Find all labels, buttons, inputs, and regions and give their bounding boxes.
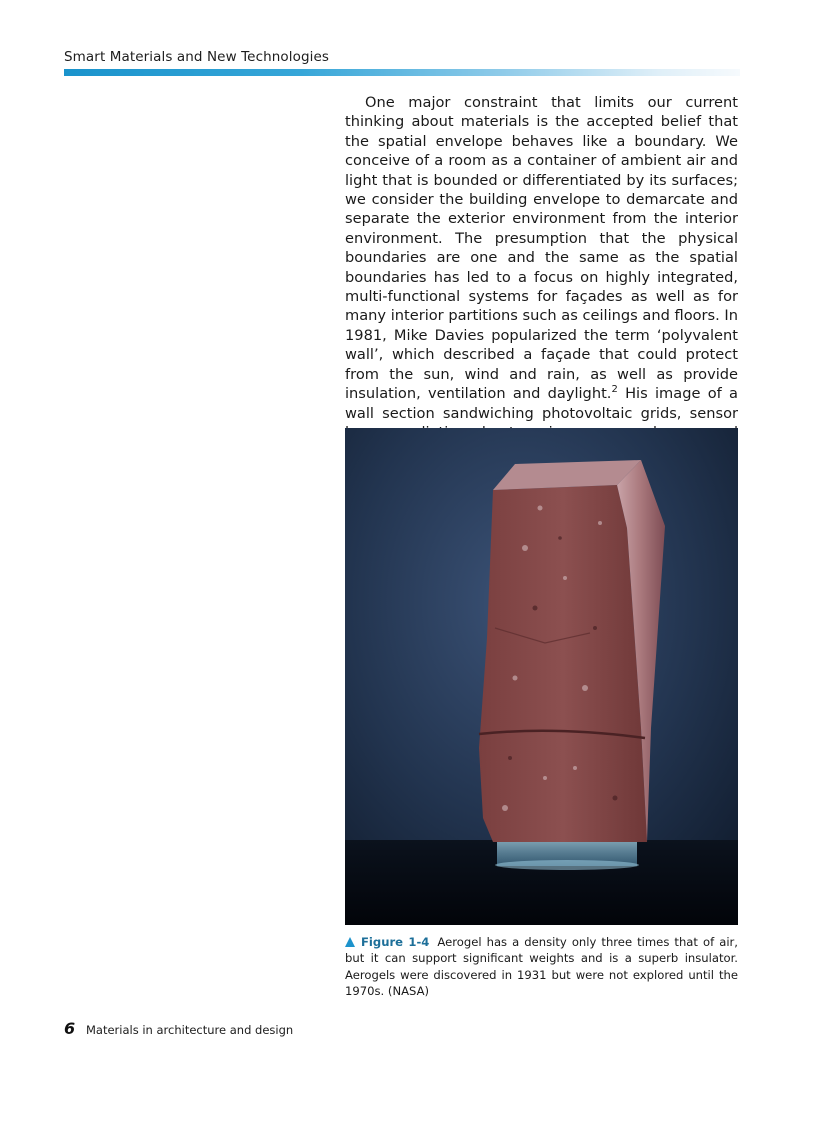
- body-text-part-2: His image of a wall section sandwiching photovoltaic grids, sensor: [345, 385, 738, 422]
- book-title: Materials in architecture and design: [86, 1023, 294, 1037]
- body-text-part-1: One major constraint that limits our current thinking about materials is the accepted belief that the spatial envelope behaves like a boundary. We conceive of a room as a container of ambient air and light that is bounded or differentiated by its surfaces; we consider the building envelope to demarcate and separate the exterior environment from the interior environment. The presumption that the physical boundaries are one and the same as the spatial boundaries has led to a focus on highly integrated, multi-functional systems for façades as well as for many interior partitions such as ceilings and floors. In 1981, Mike Davies popularized the term ‘polyvalent wall’, which described a façade that could protect from the sun, wind and rain, as well as provide insulation, ventilation and daylight.: [345, 94, 738, 403]
- figure-label: Figure 1-4: [361, 935, 430, 949]
- aerogel-photo: [345, 428, 738, 925]
- footnote-reference[interactable]: 2: [611, 384, 618, 396]
- caption-triangle-icon: [345, 937, 355, 947]
- aerogel-photo-illustration: [345, 428, 738, 925]
- running-head: Smart Materials and New Technologies: [64, 49, 330, 65]
- header-rule: [64, 69, 740, 76]
- figure-caption: [345, 934, 738, 1000]
- body-paragraph: [345, 93, 738, 462]
- caption-text: Aerogel has a density only three times that of air, but it can support significant weights and is a superb insulator. Aerogels were discovered in 1931 but were not explored until the 1970s. (NASA): [345, 935, 738, 999]
- page-number: 6: [64, 1019, 76, 1038]
